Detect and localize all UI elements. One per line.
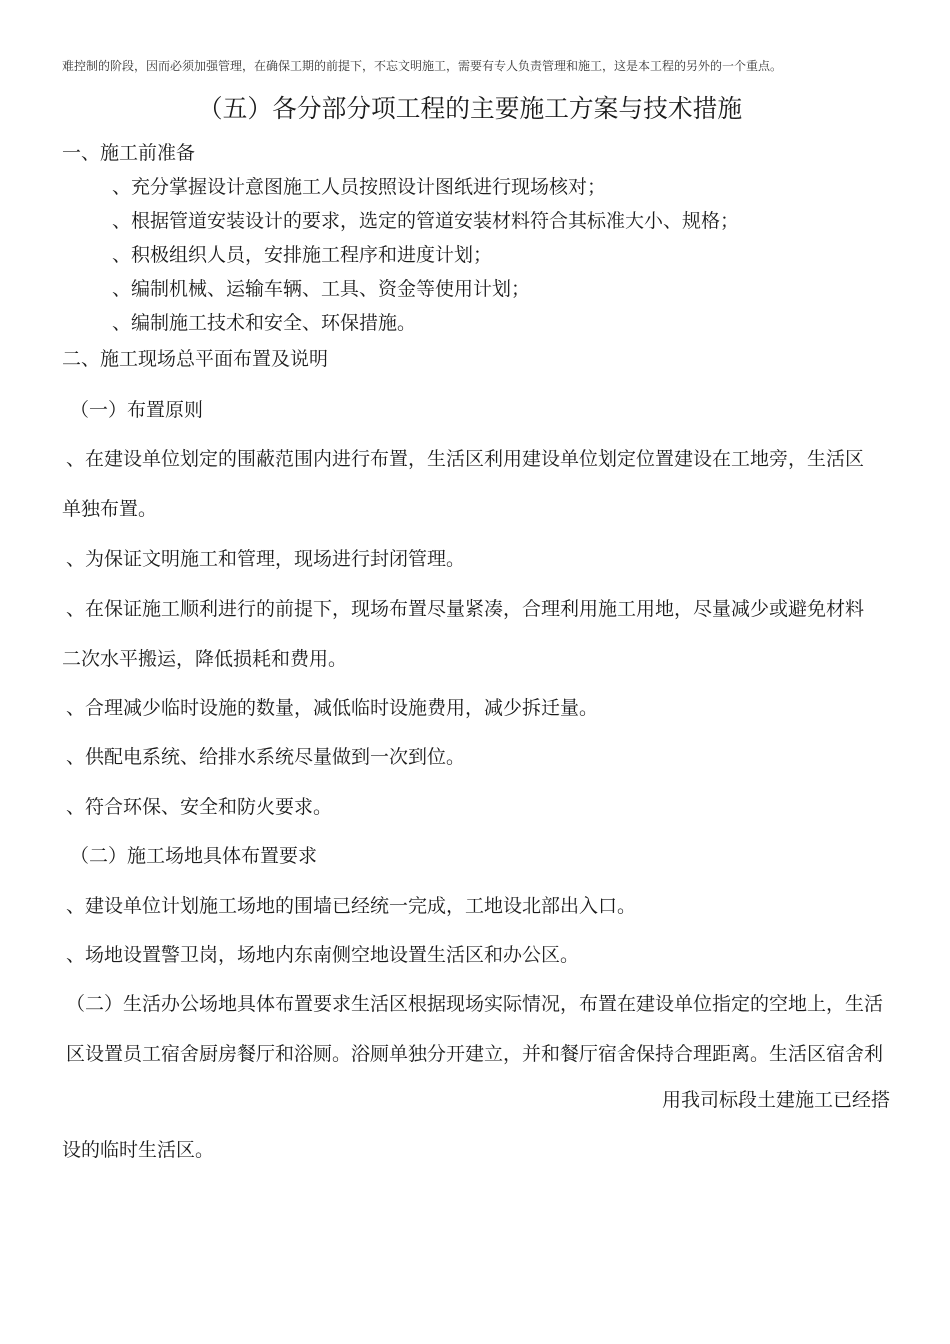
paragraph-line: 区设置员工宿舍厨房餐厅和浴厕。浴厕单独分开建立，并和餐厅宿舍保持合理距离。生活区宿舍利 [66, 1043, 884, 1065]
paragraph-line: 、在建设单位划定的围蔽范围内进行布置，生活区利用建设单位划定位置建设在工地旁，生活区 [66, 448, 865, 470]
paragraph-line: 、建设单位计划施工场地的围墙已经统一完成，工地设北部出入口。 [66, 895, 637, 917]
carryover-text: 难控制的阶段，因而必须加强管理，在确保工期的前提下，不忘文明施工，需要有专人负责管理和施工，这是本工程的另外的一个重点。 [62, 59, 783, 73]
list-item: 、充分掌握设计意图施工人员按照设计图纸进行现场核对； [112, 176, 607, 198]
paragraph-line: 单独布置。 [62, 498, 158, 520]
list-item: 、积极组织人员，安排施工程序和进度计划； [112, 244, 493, 266]
paragraph-line: （二）生活办公场地具体布置要求生活区根据现场实际情况，布置在建设单位指定的空地上，生活 [66, 993, 884, 1015]
list-item: 、编制机械、运输车辆、工具、资金等使用计划； [112, 278, 531, 300]
subsection-heading: （一）布置原则 [70, 399, 204, 421]
paragraph-line: 、场地设置警卫岗，场地内东南侧空地设置生活区和办公区。 [66, 944, 580, 966]
section-heading-preparation: 一、施工前准备 [62, 142, 196, 164]
page-title: （五）各分部分项工程的主要施工方案与技术措施 [197, 94, 743, 123]
paragraph-line: 、为保证文明施工和管理，现场进行封闭管理。 [66, 548, 466, 570]
subsection-heading: （二）施工场地具体布置要求 [70, 845, 318, 867]
paragraph-line: 二次水平搬运，降低损耗和费用。 [62, 648, 348, 670]
paragraph-line: 、供配电系统、给排水系统尽量做到一次到位。 [66, 746, 466, 768]
paragraph-line: 、符合环保、安全和防火要求。 [66, 796, 333, 818]
section-heading-layout: 二、施工现场总平面布置及说明 [62, 348, 329, 370]
list-item: 、编制施工技术和安全、环保措施。 [112, 312, 417, 334]
paragraph-line: 、合理减少临时设施的数量，减低临时设施费用，减少拆迁量。 [66, 697, 599, 719]
paragraph-line: 、在保证施工顺利进行的前提下，现场布置尽量紧凑，合理利用施工用地，尽量减少或避免材料 [66, 598, 865, 620]
paragraph-line: 用我司标段土建施工已经搭 [661, 1089, 890, 1111]
list-item: 、根据管道安装设计的要求，选定的管道安装材料符合其标准大小、规格； [112, 210, 740, 232]
paragraph-line: 设的临时生活区。 [62, 1139, 215, 1161]
